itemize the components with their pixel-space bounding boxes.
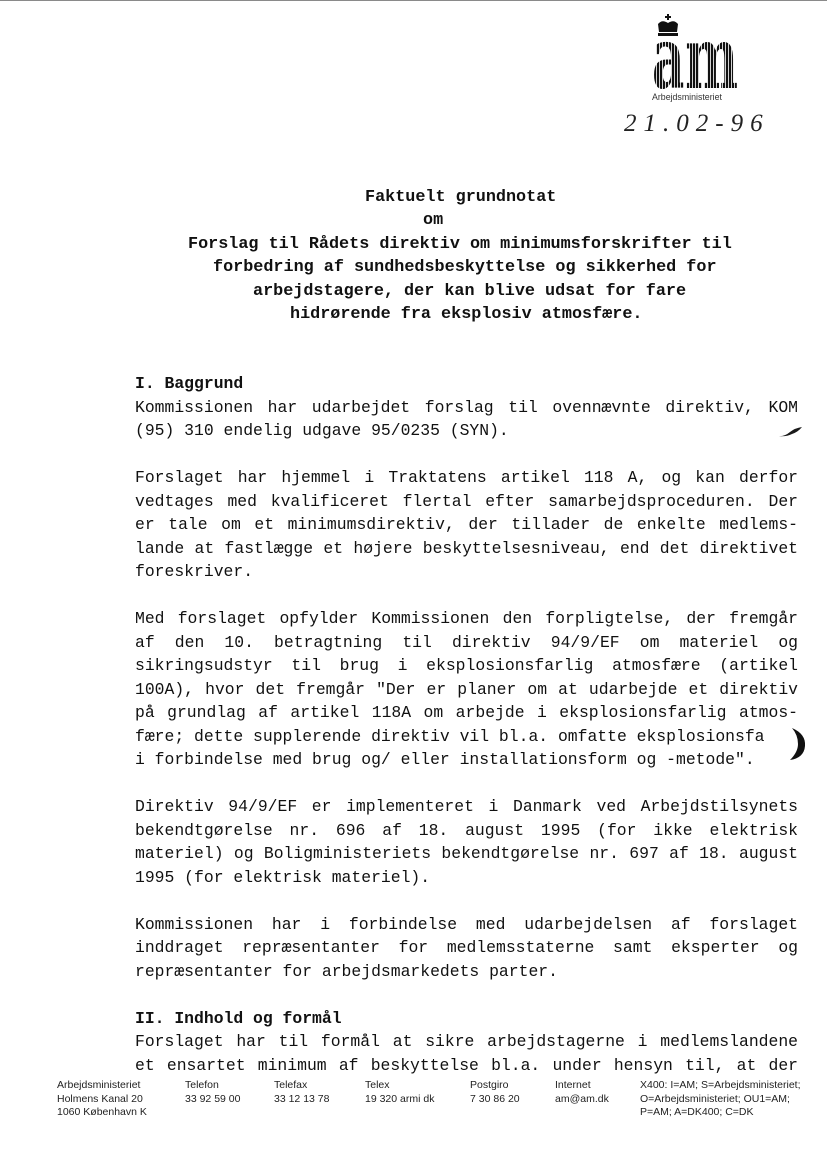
footer-phone [185,1079,240,1106]
footer-giro [470,1079,520,1106]
body-line: i forbindelse med brug og/ eller installationsform og -metode". [135,750,755,770]
footer-text: O=Arbejdsministeriet; OU1=AM; [640,1092,790,1105]
ministry-label: Arbejdsministeriet [652,92,722,102]
ink-scribble [776,424,804,440]
body-line: på grundlag af artikel 118A om arbejde i eksplosionsfarlig atmos- [135,703,798,723]
body-line: fære; dette supplerende direktiv vil bl.a. omfatte eksplosionsfa [135,726,765,746]
body-line: inddraget repræsentanter for medlemsstaterne samt eksperter og [135,938,798,958]
footer-telex [365,1079,434,1106]
footer-value: am@am.dk [555,1092,609,1105]
section-heading: II. Indhold og formål [135,1008,342,1028]
body-line: Kommissionen har i forbindelse med udarbejdelsen af forslaget [135,914,798,934]
body-line: materiel) og Boligministeriets bekendtgørelse nr. 697 af 18. august [135,844,798,864]
body-line: et ensartet minimum af beskyttelse bl.a. under hensyn til, at der [135,1055,798,1075]
footer-label: Internet [555,1079,591,1091]
body-line: 1995 (for elektrisk materiel). [135,867,431,887]
body-line: er tale om et minimumsdirektiv, der tillader de enkelte medlems- [135,515,798,535]
body-line: Direktiv 94/9/EF er implementeret i Danmark ved Arbejdstilsynets [135,797,798,817]
document-title [0,186,827,326]
footer-label: Telex [365,1079,390,1091]
paragraph [135,795,798,889]
body-line: repræsentanter for arbejdsmarkedets parter. [135,961,558,981]
body-line: Forslaget har til formål at sikre arbejdstagerne i medlemslandene [135,1032,798,1052]
section-indhold [135,1007,798,1078]
footer-value: 19 320 armi dk [365,1092,435,1105]
ink-blot [786,726,808,762]
footer-text: P=AM; A=DK400; C=DK [640,1106,754,1118]
footer-value: 33 12 13 78 [274,1092,330,1105]
document-body [135,372,798,1101]
footer-text: Holmens Kanal 20 [57,1092,143,1105]
logo-lettering: am [652,12,738,94]
paragraph [135,607,798,772]
body-line: vedtages med kvalificeret flertal efter samarbejdsproceduren. Der [135,491,798,511]
body-line: bekendtgørelse nr. 696 af 18. august 1995 (for ikke elektrisk [135,820,798,840]
footer-text: 1060 København K [57,1106,147,1118]
paragraph [135,396,798,443]
footer-label: Telefon [185,1079,219,1091]
footer-text: X400: I=AM; S=Arbejdsministeriet; [640,1079,801,1091]
paragraph [135,466,798,584]
section-heading: I. Baggrund [135,374,244,394]
paragraph [135,913,798,984]
footer-address [57,1079,147,1120]
handwritten-date: 21.02-96 [624,110,770,137]
body-line: 100A), hvor det fremgår "Der er planer om at udarbejde et direktiv [135,679,798,699]
paragraph [135,1030,798,1077]
footer-x400 [640,1079,801,1120]
section-baggrund [135,372,798,983]
ministry-logo [645,12,745,94]
body-line: Kommissionen har udarbejdet forslag til ovennævnte direktiv, KOM [135,397,798,417]
title-line: Forslag til Rådets direktiv om minimumsforskrifter til [188,234,732,254]
body-line: Med forslaget opfylder Kommissionen den forpligtelse, der fremgår [135,609,798,629]
title-line: Faktuelt grundnotat [365,188,557,207]
footer-internet [555,1079,609,1106]
footer-value: 7 30 86 20 [470,1092,520,1105]
body-line: sikringsudstyr til brug i eksplosionsfarlig atmosfære (artikel [135,656,798,676]
footer-value: 33 92 59 00 [185,1092,241,1105]
body-line: af den 10. betragtning til direktiv 94/9/EF om materiel og [135,632,798,652]
title-line: arbejdstagere, der kan blive udsat for fare [253,281,687,301]
body-line: (95) 310 endelig udgave 95/0235 (SYN). [135,421,509,441]
body-line: lande at fastlægge et højere beskyttelsesniveau, end det direktivet [135,538,798,558]
scan-edge [0,0,827,1]
title-line: hidrørende fra eksplosiv atmosfære. [290,304,643,324]
footer-text: Arbejdsministeriet [57,1079,141,1091]
footer-label: Postgiro [470,1079,509,1091]
title-line: om [423,211,444,231]
footer-fax [274,1079,329,1106]
footer-label: Telefax [274,1079,308,1091]
body-line: foreskriver. [135,562,254,582]
title-line: forbedring af sundhedsbeskyttelse og sikkerhed for [213,258,717,278]
body-line: Forslaget har hjemmel i Traktatens artikel 118 A, og kan derfor [135,468,798,488]
